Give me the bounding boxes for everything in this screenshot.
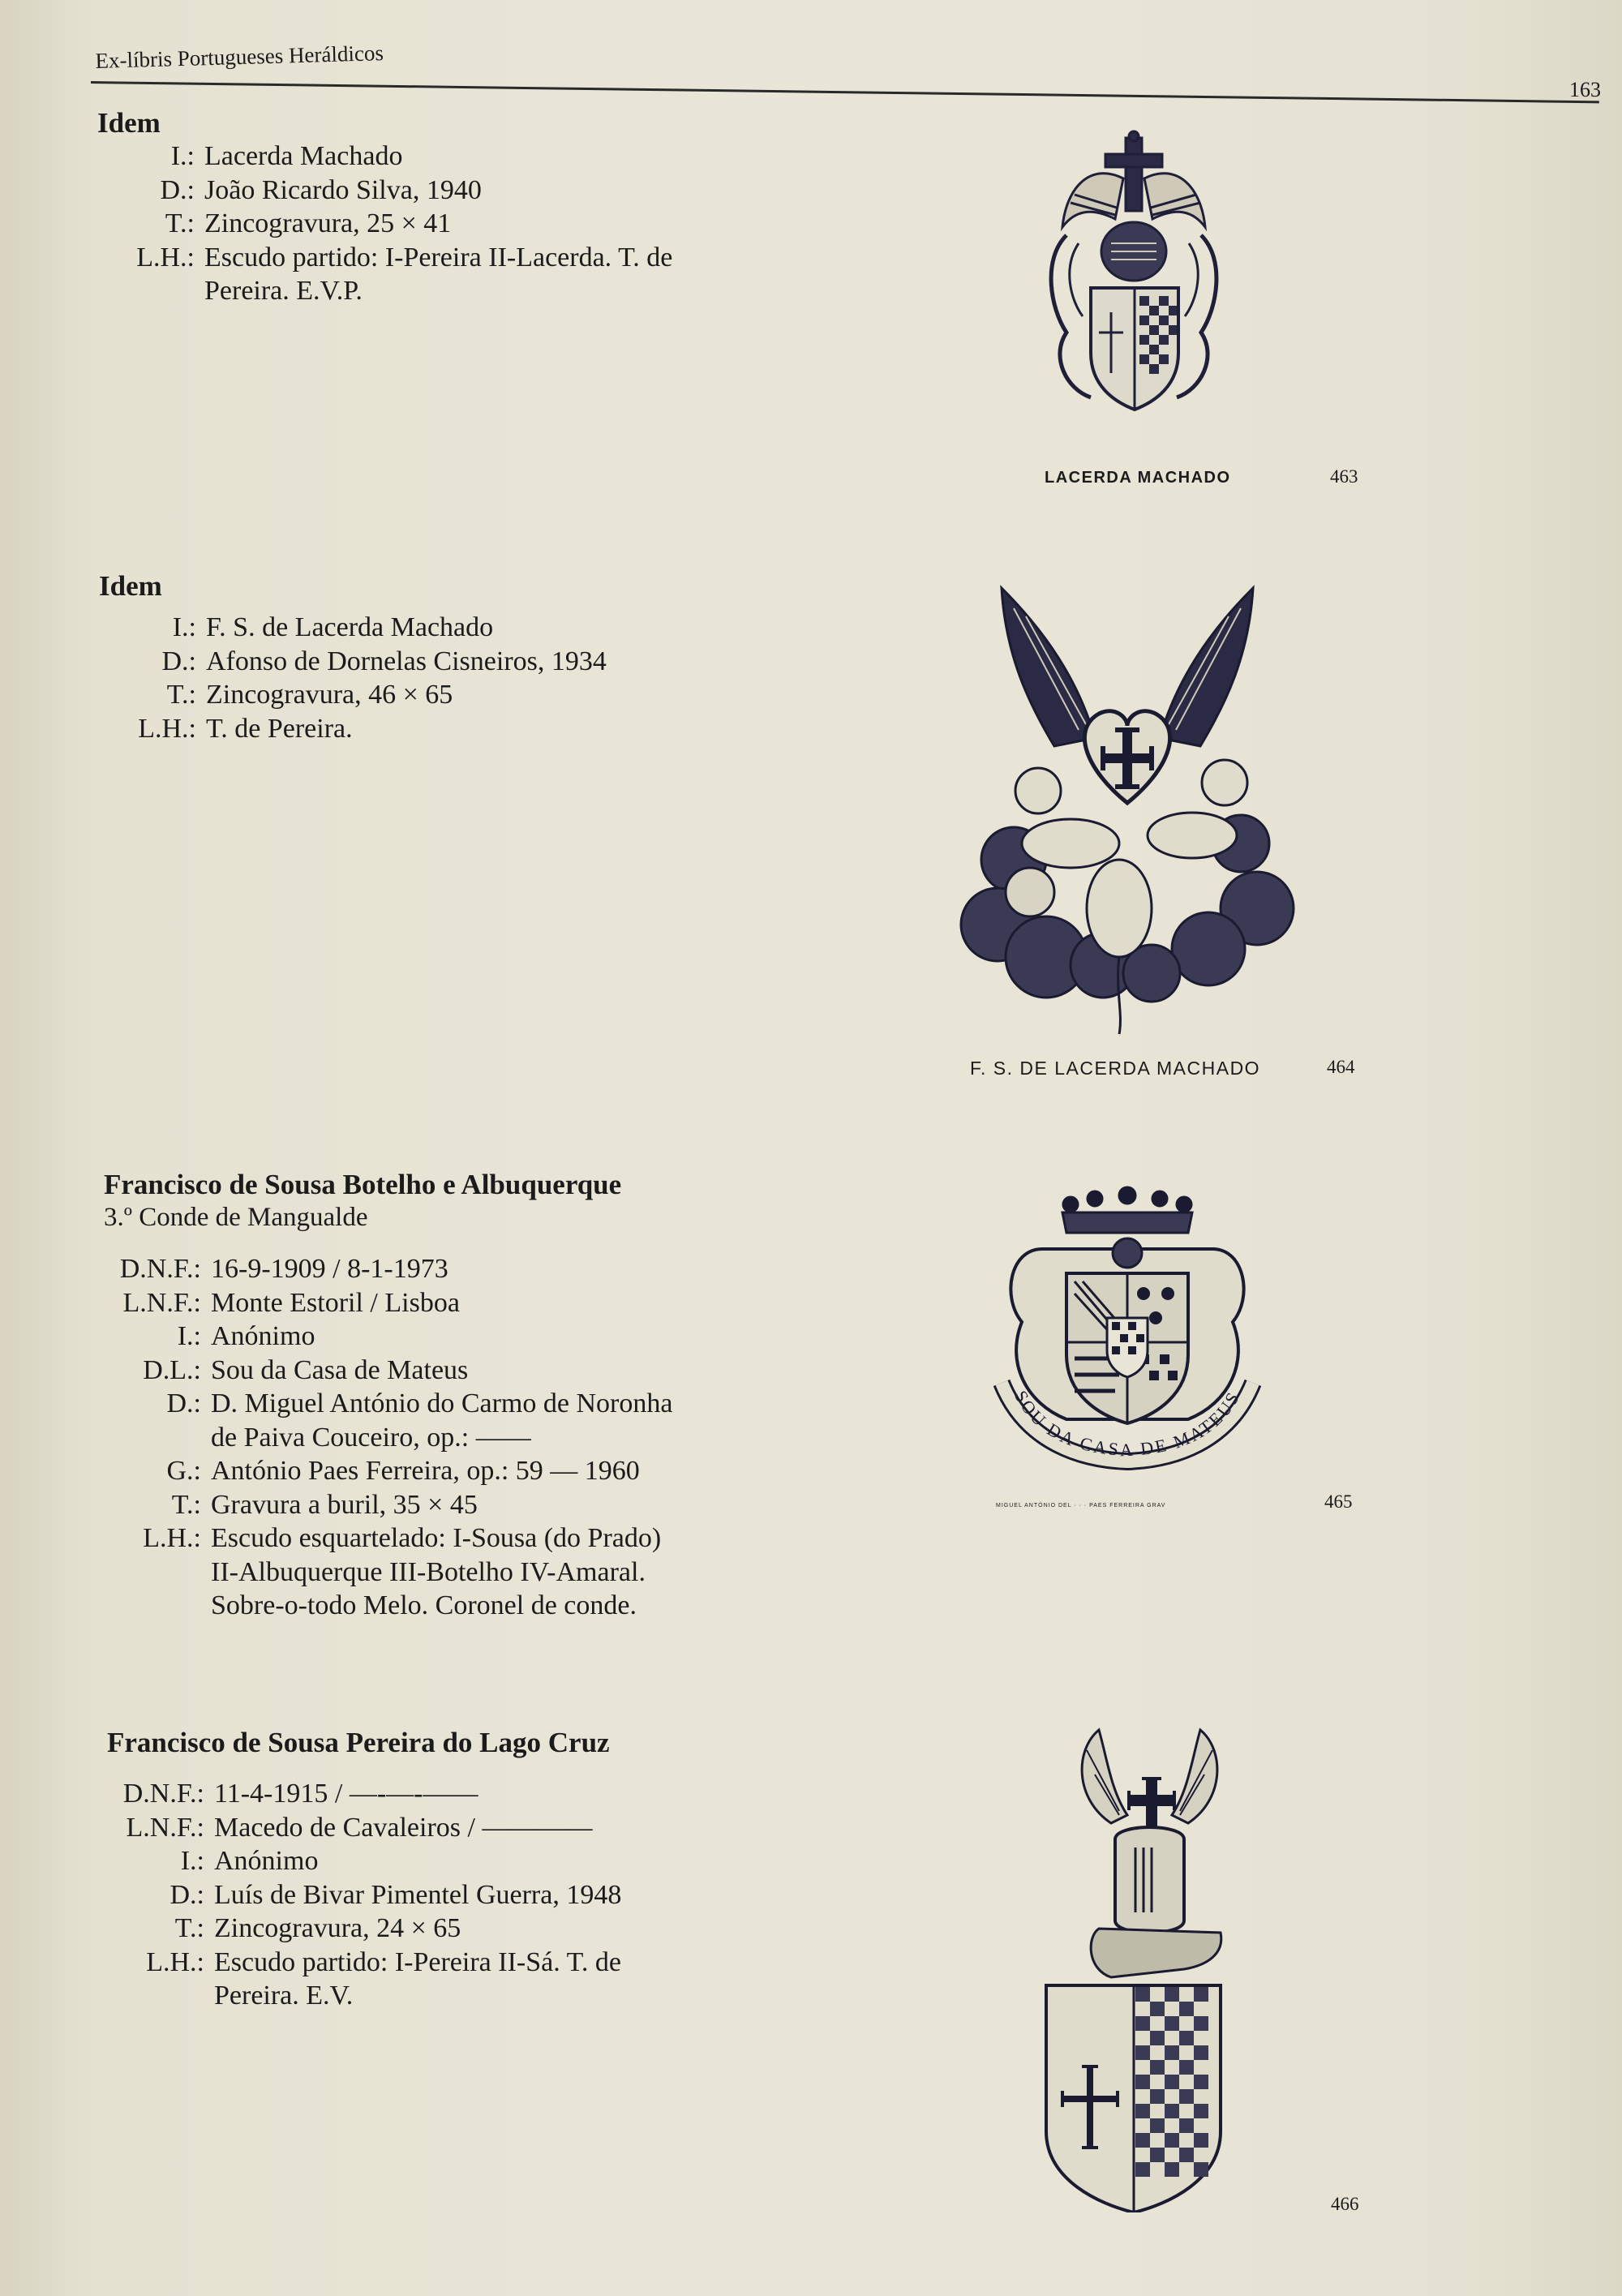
illustration-463-caption: LACERDA MACHADO (1045, 469, 1231, 487)
field-row (104, 1521, 677, 1623)
checky-square (1135, 2104, 1150, 2118)
helm-wings-cross-shield-checky-icon (1038, 1726, 1233, 2212)
field-value: Lacerda Machado (204, 141, 403, 171)
field-label: D.: (161, 646, 196, 676)
checky-square (1165, 2016, 1179, 2031)
field-row (122, 712, 607, 746)
checky-square (1165, 2045, 1179, 2060)
entry-fields (107, 1777, 680, 2013)
field-row (104, 1454, 677, 1488)
checky-square (1135, 2016, 1150, 2031)
field-label: L.H.: (146, 1946, 204, 1977)
field-label: L.H.: (136, 242, 195, 273)
field-value: Zincogravura, 24 × 65 (214, 1913, 461, 1943)
field-row (104, 1387, 677, 1454)
field-label: D.N.F.: (122, 1779, 204, 1809)
checky-square (1150, 2060, 1165, 2075)
entry-fields (120, 139, 691, 308)
field-label: T.: (174, 1913, 204, 1943)
field-value: Luís de Bivar Pimentel Guerra, 1948 (214, 1879, 622, 1910)
field-label: I.: (177, 1321, 201, 1351)
illustration-465-number: 465 (1324, 1491, 1353, 1512)
page-number: 163 (1569, 78, 1601, 101)
header-rule (91, 81, 1599, 103)
field-value: Gravura a buril, 35 × 45 (211, 1489, 478, 1520)
field-value: João Ricardo Silva, 1940 (204, 174, 482, 205)
illustration-463-number: 463 (1330, 466, 1358, 487)
field-label: L.H.: (138, 713, 196, 744)
entry-subtitle: 3.º Conde de Mangualde (104, 1203, 368, 1232)
checky-square (1135, 2045, 1150, 2060)
checky-square (1135, 2162, 1150, 2177)
field-label: L.N.F.: (122, 1287, 201, 1318)
checky-square (1179, 2089, 1194, 2104)
field-row (122, 645, 607, 679)
ribbon-motto: SOU DA CASA DE MATEUS (1010, 1387, 1245, 1461)
field-label: L.N.F.: (126, 1812, 204, 1843)
checky-square (1135, 2075, 1150, 2089)
illustration-465-small-text: MIGUEL ANTÓNIO DEL · · · PAES FERREIRA GRAV (996, 1503, 1166, 1508)
field-label: D.: (160, 174, 195, 205)
checky-square (1150, 2118, 1165, 2133)
field-row (107, 1912, 680, 1946)
field-label: T.: (171, 1489, 201, 1520)
checky-square (1135, 1987, 1150, 2002)
field-label: I.: (172, 612, 196, 642)
field-label: T.: (165, 208, 195, 238)
field-value: Macedo de Cavaleiros / ———— (214, 1812, 593, 1843)
field-value: Escudo esquartelado: I-Sousa (do Prado) II-Albuquerque III-Botelho IV-Amaral. Sobre-o-todo Melo. Coronel de conde. (211, 1523, 662, 1620)
field-value: Anónimo (211, 1321, 315, 1351)
checky-square (1165, 2104, 1179, 2118)
checky-square (1165, 2075, 1179, 2089)
field-value: Afonso de Dornelas Cisneiros, 1934 (206, 646, 607, 676)
checky-square (1165, 1987, 1179, 2002)
field-row (107, 1878, 680, 1912)
checky-square (1150, 2148, 1165, 2162)
field-value: Zincogravura, 46 × 65 (206, 680, 453, 710)
entry-1 (97, 106, 697, 308)
field-row (107, 1811, 680, 1845)
field-label: T.: (166, 680, 196, 710)
field-value: Escudo partido: I-Pereira II-Sá. T. de Pereira. E.V. (214, 1946, 621, 2011)
running-header-title: Ex-líbris Portugueses Heráldicos (95, 41, 384, 74)
field-value: 11-4-1915 / —-—-—— (214, 1779, 478, 1809)
field-value: 16-9-1909 / 8-1-1973 (211, 1254, 448, 1284)
entry-title: Francisco de Sousa Botelho e Albuquerque (104, 1169, 622, 1200)
field-row (104, 1488, 677, 1522)
entry-title: Francisco de Sousa Pereira do Lago Cruz (107, 1727, 610, 1758)
field-value: Monte Estoril / Lisboa (211, 1287, 460, 1318)
illustration-464-caption: F. S. DE LACERDA MACHADO (970, 1058, 1261, 1079)
field-row (104, 1320, 677, 1354)
field-row (104, 1286, 677, 1320)
checky-square (1179, 2118, 1194, 2133)
checky-square (1194, 2162, 1208, 2177)
field-value: Anónimo (214, 1846, 319, 1876)
checky-square (1179, 2031, 1194, 2045)
entry-4 (107, 1726, 707, 2013)
checky-square (1150, 2089, 1165, 2104)
field-label: D.L.: (143, 1354, 201, 1385)
illustration-464-number: 464 (1327, 1057, 1355, 1077)
checky-square (1194, 2133, 1208, 2148)
field-value: T. de Pereira. (206, 713, 353, 744)
field-row (120, 174, 691, 208)
illustration-466-number: 466 (1331, 2194, 1359, 2214)
winged-cross-with-cherubs-icon (957, 584, 1298, 1038)
checky-square (1165, 2133, 1179, 2148)
checky-square (1194, 1987, 1208, 2002)
field-label: D.N.F.: (119, 1254, 201, 1284)
field-row (104, 1354, 677, 1388)
field-row (104, 1252, 677, 1286)
field-value: António Paes Ferreira, op.: 59 — 1960 (211, 1456, 640, 1486)
field-row (120, 139, 691, 174)
checky-square (1194, 2104, 1208, 2118)
entry-3 (104, 1168, 704, 1623)
count-coronet-quartered-shield-icon (993, 1176, 1261, 1476)
field-label: G.: (166, 1456, 201, 1486)
checky-square (1135, 2133, 1150, 2148)
entry-2 (99, 569, 699, 745)
checky-square (1194, 2045, 1208, 2060)
field-row (120, 241, 691, 308)
entry-title: Idem (97, 107, 161, 139)
field-value: Escudo partido: I-Pereira II-Lacerda. T. de Pereira. E.V.P. (204, 242, 673, 306)
checky-square (1165, 2162, 1179, 2177)
field-row (120, 207, 691, 241)
field-value: D. Miguel António do Carmo de Noronha de Paiva Couceiro, op.: —— (211, 1388, 673, 1453)
field-value: Zincogravura, 25 × 41 (204, 208, 452, 238)
field-row (107, 1844, 680, 1878)
entry-fields (104, 1252, 677, 1623)
checky-square (1150, 2031, 1165, 2045)
field-label: D.: (166, 1388, 201, 1418)
checky-square (1179, 2148, 1194, 2162)
field-row (122, 611, 607, 645)
field-row (122, 678, 607, 712)
checky-square (1194, 2016, 1208, 2031)
field-label: I.: (180, 1846, 204, 1876)
checky-square (1194, 2075, 1208, 2089)
heraldic-helm-crest-cross-icon (1034, 130, 1237, 446)
entry-title: Idem (99, 570, 162, 602)
field-label: I.: (170, 141, 195, 171)
checky-square (1179, 2060, 1194, 2075)
checky-square (1150, 2002, 1165, 2016)
entry-fields (122, 611, 607, 745)
checky-square (1179, 2002, 1194, 2016)
field-value: Sou da Casa de Mateus (211, 1354, 469, 1385)
field-label: D.: (169, 1879, 204, 1910)
field-label: L.H.: (143, 1523, 201, 1553)
field-row (107, 1777, 680, 1811)
field-value: F. S. de Lacerda Machado (206, 612, 494, 642)
field-row (107, 1946, 680, 2013)
